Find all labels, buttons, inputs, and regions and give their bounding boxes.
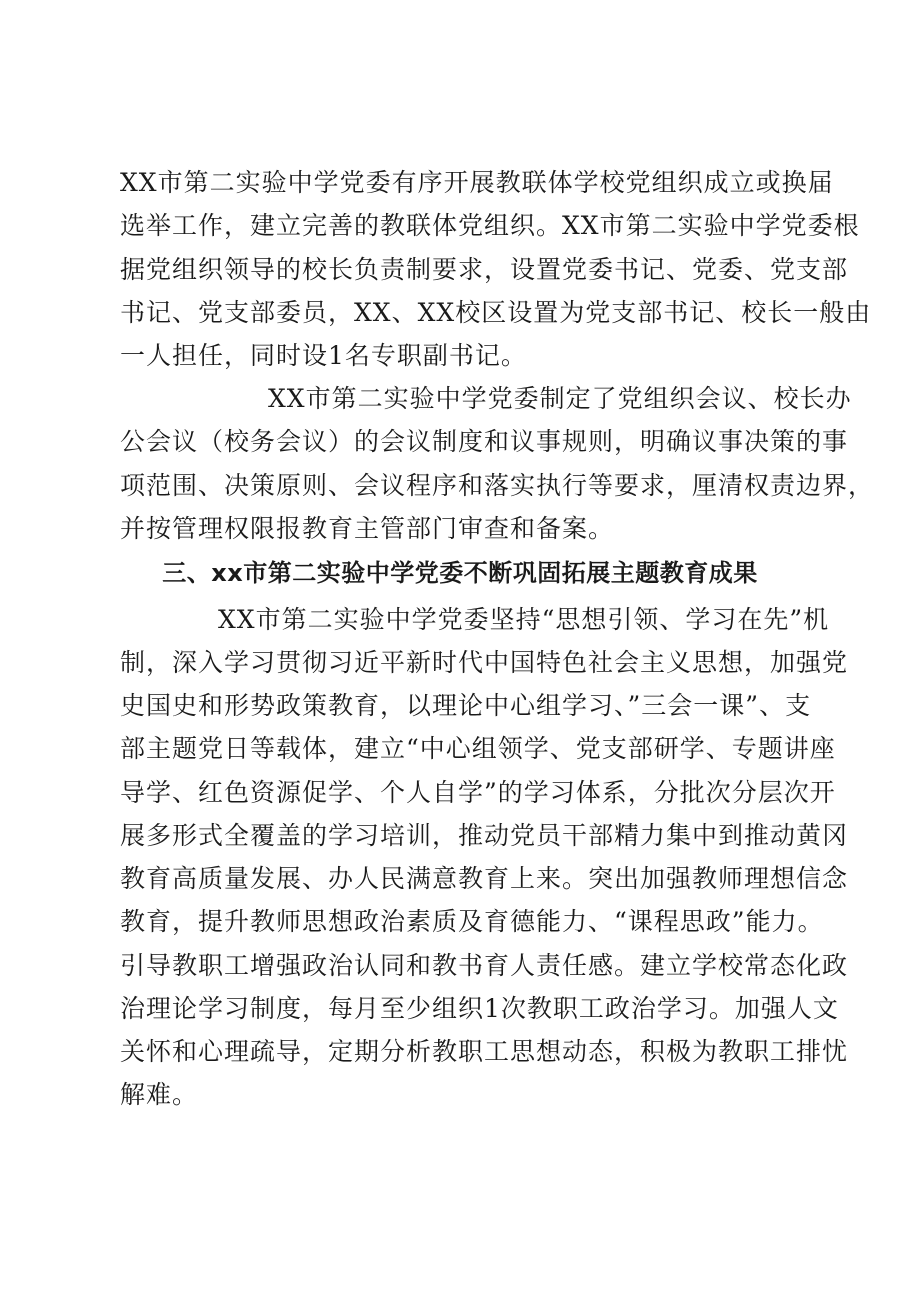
text-line: 引导教职工增强政治认同和教书育人责任感。建立学校常态化政 — [120, 951, 849, 980]
text-line: XX市第二实验中学党委坚持“思想引领、学习在先”机 — [218, 605, 830, 634]
text-line: 制，深入学习贯彻习近平新时代中国特色社会主义思想，加强党 — [120, 648, 849, 677]
text-line: 解难。 — [120, 1080, 199, 1109]
text-line: XX市第二实验中学党委有序开展教联体学校党组织成立或换届 — [120, 168, 834, 197]
text-line: 书记、党支部委员，XX、XX校区设置为党支部书记、校长一般由 — [120, 298, 872, 327]
text-line: 一人担任，同时设1名专职副书记。 — [120, 341, 527, 370]
text-line: 教育高质量发展、办人民满意教育上来。突出加强教师理想信念 — [120, 864, 849, 893]
text-line: 公会议（校务会议）的会议制度和议事规则，明确议事决策的事 — [120, 427, 849, 456]
text-line: 并按管理权限报教育主管部门审查和备案。 — [120, 514, 615, 543]
text-line: 史国史和形势政策教育，以理论中心组学习、”三会一课”、支 — [120, 691, 812, 720]
section-heading: 三、xx市第二实验中学党委不断巩固拓展主题教育成果 — [162, 559, 758, 587]
text-line: 治理论学习制度，每月至少组织1次教职工政治学习。加强人文 — [120, 994, 839, 1023]
text-line: 部主题党日等载体，建立“中心组领学、党支部研学、专题讲座 — [120, 734, 836, 763]
text-line: 展多形式全覆盖的学习培训，推动党员干部精力集中到推动黄冈 — [120, 821, 849, 850]
text-line: 导学、红色资源促学、个人自学”的学习体系，分批次分层次开 — [120, 778, 836, 807]
text-line: 据党组织领导的校长负责制要求，设置党委书记、党委、党支部 — [120, 255, 849, 284]
text-line: 项范围、决策原则、会议程序和落实执行等要求，厘清权责边界， — [120, 471, 875, 500]
text-line: 选举工作，建立完善的教联体党组织。XX市第二实验中学党委根 — [120, 211, 860, 240]
text-line: XX市第二实验中学党委制定了党组织会议、校长办 — [268, 384, 852, 413]
text-line: 关怀和心理疏导，定期分析教职工思想动态，积极为教职工排忧 — [120, 1037, 849, 1066]
text-line: 教育，提升教师思想政治素质及育德能力、“课程思政”能力。 — [120, 907, 824, 936]
